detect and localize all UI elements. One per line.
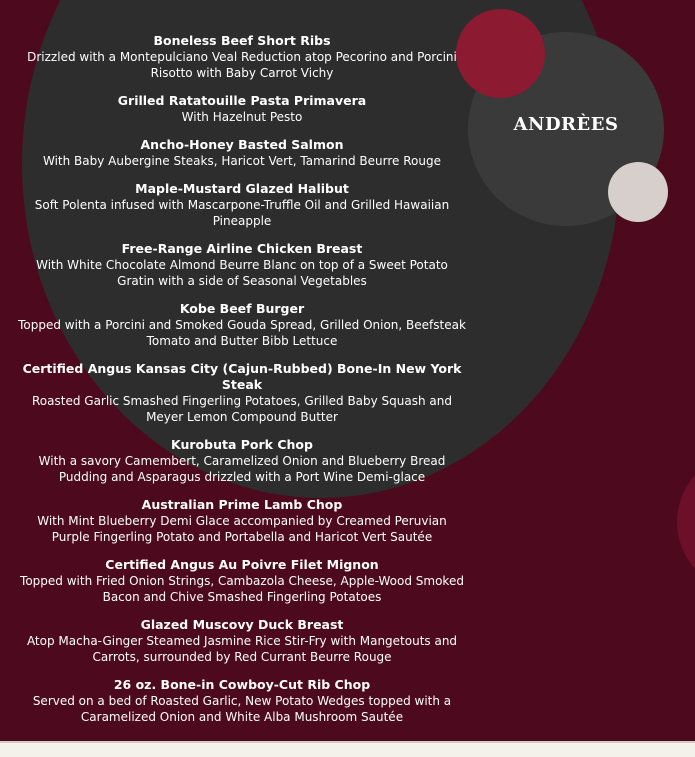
menu-item-description: With Mint Blueberry Demi Glace accompanied by Creamed Peruvian Purple Fingerling Potato and Portabella and Haricot Vert Sautée	[37, 514, 447, 544]
menu-item-name: Kobe Beef Burger	[179, 301, 305, 316]
menu-item	[18, 241, 466, 289]
menu-list	[18, 33, 466, 737]
menu-item	[18, 617, 466, 665]
menu-item	[18, 361, 466, 425]
menu-item-name: Certified Angus Au Poivre Filet Mignon	[105, 557, 379, 572]
menu-item-description: With a savory Camembert, Caramelized Onion and Blueberry Bread Pudding and Asparagus drizzled with a Port Wine Demi-glace	[38, 454, 446, 484]
menu-item-name: Maple-Mustard Glazed Halibut	[135, 181, 349, 196]
menu-item	[18, 93, 466, 125]
brand-logo-text: ANDRÈES	[513, 114, 619, 135]
menu-item-description: Served on a bed of Roasted Garlic, New Potato Wedges topped with a Caramelized Onion and White Alba Mushroom Sautée	[32, 694, 452, 724]
menu-item-name: Free-Range Airline Chicken Breast	[121, 241, 363, 256]
menu-item-name: Boneless Beef Short Ribs	[153, 33, 331, 48]
menu-item-description: Roasted Garlic Smashed Fingerling Potatoes, Grilled Baby Squash and Meyer Lemon Compound Butter	[32, 394, 452, 424]
decorative-red-circle	[456, 9, 545, 98]
menu-item	[18, 33, 466, 81]
menu-item-description: Atop Macha-Ginger Steamed Jasmine Rice Stir-Fry with Mangetouts and Carrots, surrounded by Red Currant Beurre Rouge	[26, 634, 458, 664]
menu-item-description: Topped with Fried Onion Strings, Cambazola Cheese, Apple-Wood Smoked Bacon and Chive Smashed Fingerling Potatoes	[20, 574, 464, 604]
menu-item-name: Kurobuta Pork Chop	[171, 437, 313, 452]
menu-item-description: With White Chocolate Almond Beurre Blanc on top of a Sweet Potato Gratin with a side of Seasonal Vegetables	[36, 258, 448, 288]
menu-item-name: Ancho-Honey Basted Salmon	[140, 137, 344, 152]
menu-item	[18, 497, 466, 545]
menu-item-description: Soft Polenta infused with Mascarpone-Truffle Oil and Grilled Hawaiian Pineapple	[34, 198, 450, 228]
menu-item-name: Certified Angus Kansas City (Cajun-Rubbed) Bone-In New York Steak	[22, 361, 462, 392]
menu-item-name: 26 oz. Bone-in Cowboy-Cut Rib Chop	[113, 677, 371, 692]
menu-item	[18, 557, 466, 605]
menu-item-name: Glazed Muscovy Duck Breast	[140, 617, 344, 632]
menu-item-description: With Hazelnut Pesto	[181, 110, 303, 124]
menu-item	[18, 181, 466, 229]
menu-item-description: With Baby Aubergine Steaks, Haricot Vert, Tamarind Beurre Rouge	[43, 154, 441, 168]
menu-item	[18, 301, 466, 349]
menu-item-description: Topped with a Porcini and Smoked Gouda Spread, Grilled Onion, Beefsteak Tomato and Butter Bibb Lettuce	[18, 318, 466, 348]
decorative-edge-circle	[677, 452, 695, 592]
menu-item-description: Drizzled with a Montepulciano Veal Reduction atop Pecorino and Porcini Risotto with Baby Carrot Vichy	[27, 50, 457, 80]
menu-item-name: Australian Prime Lamb Chop	[141, 497, 343, 512]
menu-item-name: Grilled Ratatouille Pasta Primavera	[117, 93, 367, 108]
menu-item	[18, 137, 466, 169]
menu-item	[18, 437, 466, 485]
decorative-light-circle	[608, 162, 668, 222]
footer-bar	[0, 741, 695, 757]
menu-item	[18, 677, 466, 725]
